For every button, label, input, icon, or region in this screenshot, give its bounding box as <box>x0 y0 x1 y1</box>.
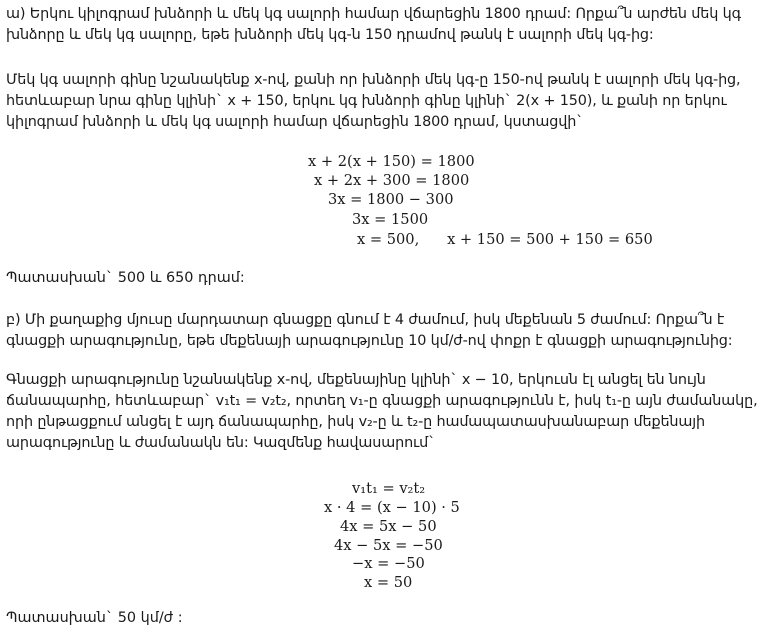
equation-b-6: x = 50 <box>364 574 413 591</box>
equation-a-4: 3x = 1500 <box>352 211 429 228</box>
equation-b-3: 4x = 5x − 50 <box>340 518 437 535</box>
equation-a-2: x + 2x + 300 = 1800 <box>314 172 470 189</box>
equation-a-1: x + 2(x + 150) = 1800 <box>308 153 475 170</box>
part-a-solution: Մեկ կգ սալորի գինը նշանակենք x-ով, քանի որ խնձորի մեկ կգ-ը 150-ով թանկ է սալորի մեկ կգ-ից, հետևաբար նրա գինը կլինի` x + 150, երկու կգ խնձորի գինը կլինի` 2(x + 150), և քանի որ երկու կիլոգրամ խնձորի և մեկ կգ սալորի համար վճարեցին 1800 դրամ, կստացվի` <box>6 72 741 130</box>
part-b-question: բ) Մի քաղաքից մյուսը մարդատար գնացքը գնում է 4 ժամում, իսկ մեքենան 5 ժամում: Որքա՞ն է գնացքի արագությունը, եթե մեքենայի արագությունը 10 կմ/ժ-ով փոքր է գնացքի արագությունից: <box>6 312 733 349</box>
part-b-answer: Պատասխան` 50 կմ/ժ : <box>6 610 183 626</box>
equation-b-4: 4x − 5x = −50 <box>334 537 443 554</box>
equation-b-2: x · 4 = (x − 10) · 5 <box>324 499 460 516</box>
equation-a-5: x = 500, x + 150 = 500 + 150 = 650 <box>357 231 653 248</box>
equation-b-1: v₁t₁ = v₂t₂ <box>352 480 426 497</box>
equation-a-3: 3x = 1800 − 300 <box>328 191 454 208</box>
equation-b-5: −x = −50 <box>352 555 425 572</box>
part-b-solution: Գնացքի արագությունը նշանակենք x-ով, մեքենայինը կլինի` x − 10, երկուսն էլ անցել են նույն ճանապարհը, հետևաբար` v₁t₁ = v₂t₂, որտեղ v₁-ը գնացքի արագությունն է, իսկ t₁-ը այն ժամանակը, որի ընթացքում անցել է այդ ճանապարհը, իսկ v₂-ը և t₂-ը համապատասխանաբար մեքենայի արագությունը և ժամանակն են: Կազմենք հավասարում` <box>6 372 758 451</box>
part-a-answer: Պատասխան` 500 և 650 դրամ: <box>6 270 245 286</box>
part-a-question: ա) Երկու կիլոգրամ խնձորի և մեկ կգ սալորի համար վճարեցին 1800 դրամ: Որքա՞ն արժեն մեկ կգ խնձորը և մեկ կգ սալորը, եթե խնձորի մեկ կգ-ն 150 դրամով թանկ է սալորի մեկ կգ-ից: <box>6 6 741 43</box>
